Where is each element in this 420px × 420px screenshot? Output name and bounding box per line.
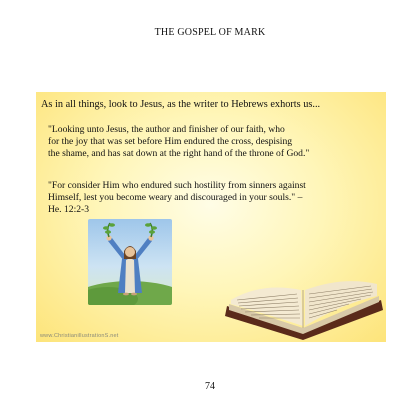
quote-line: for the joy that was set before Him endured the cross, despising [48,136,293,148]
quote-line: "For consider Him who endured such hostility from sinners against [48,180,306,191]
page-number: 74 [205,381,215,392]
quote-line: "Looking unto Jesus, the author and finisher of our faith, who [48,124,285,135]
quote-line: the shame, and has sat down at the right hand of the throne of God." [48,148,310,160]
quote-line: He. 12:2-3 [48,204,90,216]
lead-sentence: As in all things, look to Jesus, as the writer to Hebrews exhorts us... [41,99,321,110]
image-watermark: www.ChristianillustrationS.net [40,333,119,339]
jesus-illustration [88,219,172,305]
quote-line: Himself, lest you become weary and discouraged in your souls." – [48,192,303,204]
hebrews-quote-1 [48,124,378,161]
slide-panel [36,92,386,342]
open-bible-image [221,262,386,340]
running-head: THE GOSPEL OF MARK [154,27,266,38]
hebrews-quote-2 [48,180,378,217]
